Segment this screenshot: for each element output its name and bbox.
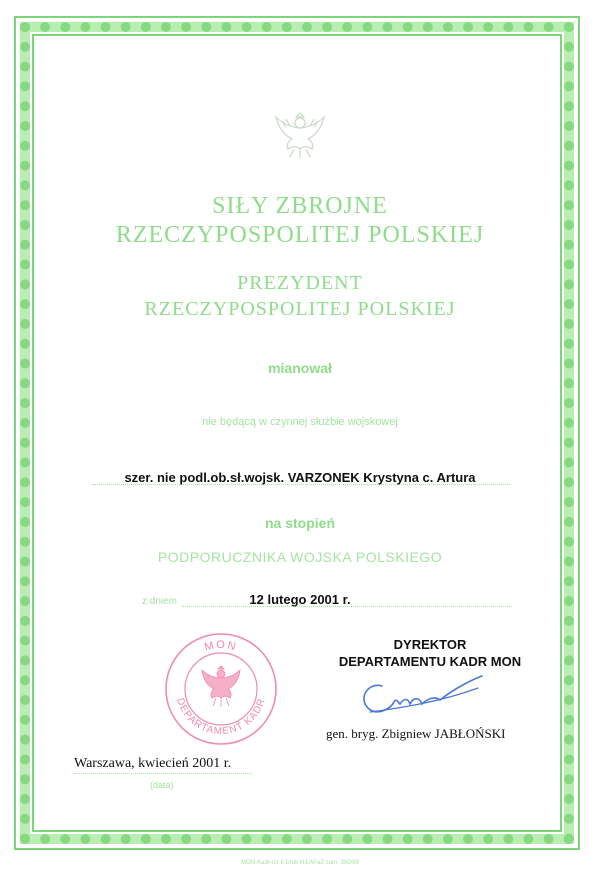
title-line-1: SIŁY ZBROJNE [212,193,388,219]
signatory-name: gen. bryg. Zbigniew JABŁOŃSKI [326,726,506,741]
place-date-dotted-line [74,773,252,774]
handwritten-signature [350,668,490,724]
department-stamp [162,630,280,748]
title-line-2: RZECZYPOSPOLITEJ POLSKIEJ [115,222,485,248]
signatory-title-line-2: DEPARTAMENTU KADR MON [338,654,522,669]
recipient-name: szer. nie podl.ob.sł.wojsk. VARZONEK Krystyna c. Artura [124,470,476,485]
place-date-caption: (data) [150,780,174,790]
rank-text: PODPORUCZNIKA WOJSKA POLSKIEGO [157,549,443,565]
place-date-text: Warszawa, kwiecień 2001 r. [74,756,232,771]
stamp-bottom-text: DEPARTAMENT KADR [174,696,268,738]
status-text: nie będącą w czynnej służbie wojskowej [202,416,398,428]
z-dniem-label: z dniem [142,596,178,607]
appointment-date: 12 lutego 2001 r. [249,592,351,607]
stamp-top-text: MON [203,638,239,654]
mianowal-text: mianował [268,360,332,376]
subtitle-line-1: PREZYDENT [237,272,363,294]
stamp-eagle-icon [202,666,240,707]
subtitle-line-2: RZECZYPOSPOLITEJ POLSKIEJ [144,298,456,320]
eagle-emblem-icon [270,105,330,165]
signatory-title-line-1: DYREKTOR [393,637,467,652]
print-info-footer: MON-Kadr-rzr 6 Druk H.ŁAPaZ zam. 350/99 [241,860,359,866]
na-stopien-text: na stopień [264,515,335,531]
